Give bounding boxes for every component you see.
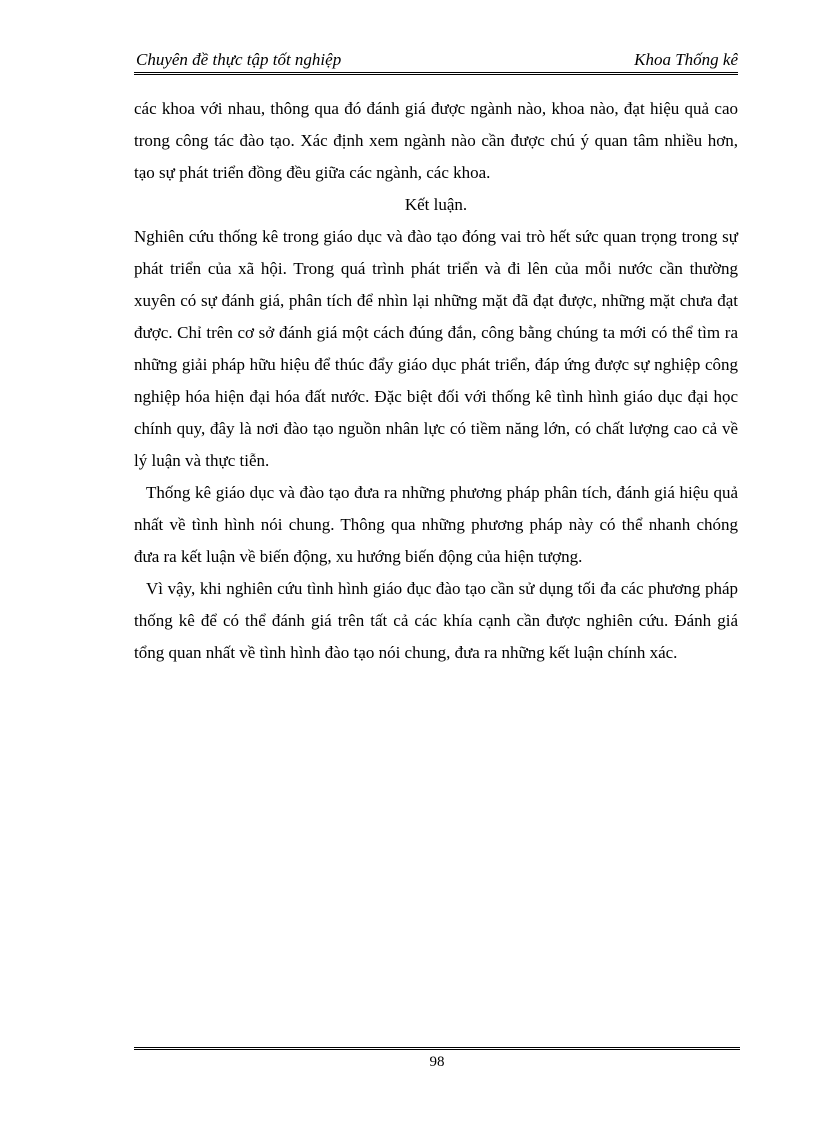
conclusion-paragraph-2: Thống kê giáo dục và đào tạo đưa ra những phương pháp phân tích, đánh giá hiệu quả nhất về tình hình nói chung. Thông qua những phương pháp này có thể nhanh chóng đưa ra kết luận về biến động, xu hướng biến động của hiện tượng.	[134, 483, 738, 566]
conclusion-paragraph-3: Vì vậy, khi nghiên cứu tình hình giáo đục đào tạo cần sử dụng tối đa các phương pháp thống kê để có thể đánh giá trên tất cả các khía cạnh cần được nghiên cứu. Đánh giá tổng quan nhất về tình hình đào tạo nói chung, đưa ra những kết luận chính xác.	[134, 579, 738, 662]
document-body	[134, 93, 738, 669]
page-footer	[134, 1047, 740, 1071]
conclusion-paragraph-1: Nghiên cứu thống kê trong giáo dục và đào tạo đóng vai trò hết sức quan trọng trong sự phát triển của xã hội. Trong quá trình phát triển và đi lên của mỗi nước cần thường xuyên có sự đánh giá, phân tích để nhìn lại những mặt đã đạt được, những mặt chưa đạt được. Chỉ trên cơ sở đánh giá một cách đúng đắn, công bằng chúng ta mới có thể tìm ra những giải pháp hữu hiệu để thúc đẩy giáo dục phát triển, đáp ứng được sự nghiệp công nghiệp hóa hiện đại hóa đất nước. Đặc biệt đối với thống kê tình hình giáo dục đại học chính quy, đây là nơi đào tạo nguồn nhân lực có tiềm năng lớn, có chất lượng cao cả về lý luận và thực tiễn.	[134, 227, 738, 470]
intro-paragraph: các khoa với nhau, thông qua đó đánh giá được ngành nào, khoa nào, đạt hiệu quả cao trong công tác đào tạo. Xác định xem ngành nào cần được chú ý quan tâm nhiều hơn, tạo sự phát triển đồng đều giữa các ngành, các khoa.	[134, 99, 738, 182]
header-department: Khoa Thống kê	[634, 50, 738, 69]
section-heading-conclusion: Kết luận.	[404, 195, 468, 214]
page-header	[134, 50, 738, 75]
page-number: 98	[429, 1054, 445, 1070]
header-document-title: Chuyên đề thực tập tốt nghiệp	[136, 50, 342, 69]
